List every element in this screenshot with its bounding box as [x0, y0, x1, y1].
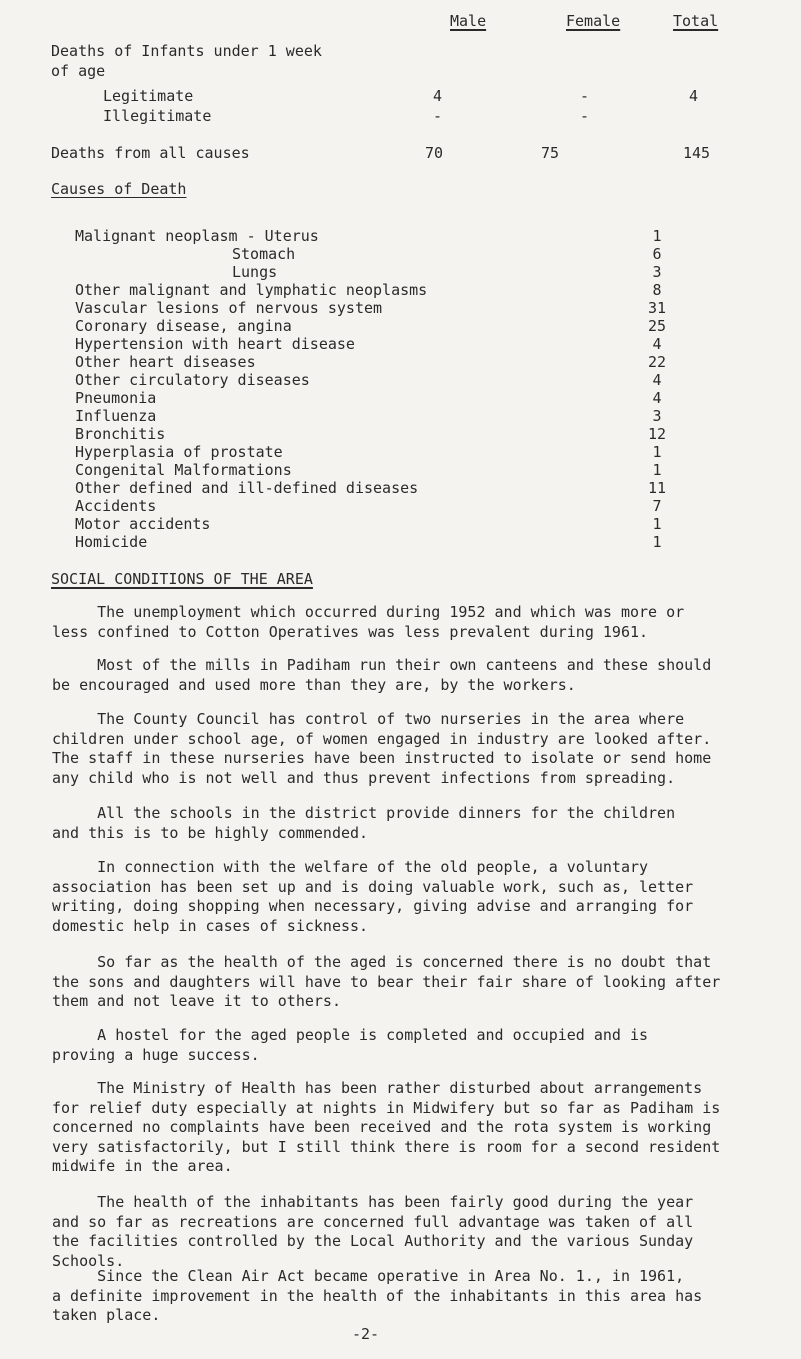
cause-label: Lungs	[232, 263, 278, 281]
illegitimate-male: -	[433, 107, 443, 125]
paragraph-hostel: A hostel for the aged people is completed and occupied and is proving a huge success.	[52, 1026, 649, 1064]
cause-row	[0, 515, 801, 535]
cause-label: Influenza	[75, 407, 157, 425]
cause-row	[0, 245, 801, 265]
cause-count: 1	[652, 461, 662, 479]
cause-label: Homicide	[75, 533, 148, 551]
legitimate-label: Legitimate	[103, 87, 194, 105]
legitimate-female: -	[580, 87, 590, 105]
cause-count: 3	[652, 407, 662, 425]
social-conditions-heading: SOCIAL CONDITIONS OF THE AREA	[51, 570, 313, 588]
cause-row	[0, 371, 801, 391]
cause-label: Hyperplasia of prostate	[75, 443, 283, 461]
header-male: Male	[450, 12, 487, 30]
paragraph-nurseries: The County Council has control of two nurseries in the area where children under school age, of women engaged in industry are looked after. The staff in these nurseries have been instructed to isolate or send home any child who is not well and thus prevent infections from spreading.	[52, 710, 712, 787]
infant-deaths-title: Deaths of Infants under 1 week	[51, 42, 322, 60]
cause-row	[0, 317, 801, 337]
legitimate-total: 4	[689, 87, 699, 105]
paragraph-midwifery: The Ministry of Health has been rather disturbed about arrangements for relief duty especially at nights in Midwifery but so far as Padiham is concerned no complaints have been received and the rota system is working very satisfactorily, but I still think there is room for a second resident midwife in the area.	[52, 1079, 721, 1175]
cause-count: 7	[652, 497, 662, 515]
page-number: -2-	[352, 1325, 380, 1343]
illegitimate-female: -	[580, 107, 590, 125]
all-causes-label: Deaths from all causes	[51, 144, 250, 162]
cause-label: Coronary disease, angina	[75, 317, 292, 335]
cause-row	[0, 461, 801, 481]
cause-row	[0, 299, 801, 319]
cause-row	[0, 443, 801, 463]
cause-label: Other heart diseases	[75, 353, 256, 371]
cause-row	[0, 353, 801, 373]
cause-row	[0, 281, 801, 301]
header-female: Female	[566, 12, 621, 30]
cause-count: 4	[652, 389, 662, 407]
cause-row	[0, 497, 801, 517]
cause-count: 3	[652, 263, 662, 281]
cause-label: Pneumonia	[75, 389, 157, 407]
cause-row	[0, 425, 801, 445]
all-causes-total: 145	[683, 144, 711, 162]
cause-count: 1	[652, 533, 662, 551]
cause-count: 1	[652, 443, 662, 461]
cause-row	[0, 227, 801, 247]
cause-row	[0, 407, 801, 427]
paragraph-unemployment: The unemployment which occurred during 1952 and which was more or less confined to Cotton Operatives was less prevalent during 1961.	[52, 603, 685, 641]
cause-count: 25	[647, 317, 667, 335]
cause-label: Accidents	[75, 497, 157, 515]
cause-row	[0, 389, 801, 409]
all-causes-female: 75	[541, 144, 560, 162]
paragraph-old-people: In connection with the welfare of the old people, a voluntary association has been set up and is doing valuable work, such as, letter writing, doing shopping when necessary, giving advise and arranging for domestic help in cases of sickness.	[52, 858, 694, 935]
legitimate-male: 4	[433, 87, 443, 105]
illegitimate-label: Illegitimate	[103, 107, 212, 125]
cause-count: 4	[652, 371, 662, 389]
cause-count: 12	[647, 425, 667, 443]
cause-label: Bronchitis	[75, 425, 166, 443]
paragraph-health-recreation: The health of the inhabitants has been fairly good during the year and so far as recreations are concerned full advantage was taken of all the facilities controlled by the Local Authority and the various Sunday Schools.	[52, 1193, 694, 1270]
cause-row	[0, 479, 801, 499]
cause-label: Congenital Malformations	[75, 461, 292, 479]
cause-count: 8	[652, 281, 662, 299]
cause-label: Other circulatory diseases	[75, 371, 310, 389]
paragraph-school-dinners: All the schools in the district provide dinners for the children and this is to be highly commended.	[52, 804, 676, 842]
cause-count: 22	[647, 353, 667, 371]
cause-label: Hypertension with heart disease	[75, 335, 355, 353]
cause-label: Motor accidents	[75, 515, 211, 533]
cause-label: Other defined and ill-defined diseases	[75, 479, 419, 497]
paragraph-aged-care: So far as the health of the aged is concerned there is no doubt that the sons and daughters will have to bear their fair share of looking after them and not leave it to others.	[52, 953, 721, 1010]
cause-count: 1	[652, 515, 662, 533]
cause-count: 31	[647, 299, 667, 317]
header-total: Total	[673, 12, 719, 30]
cause-label: Stomach	[232, 245, 296, 263]
cause-count: 4	[652, 335, 662, 353]
paragraph-clean-air: Since the Clean Air Act became operative in Area No. 1., in 1961, a definite improvement in the health of the inhabitants in this area has taken place.	[52, 1267, 703, 1324]
cause-count: 11	[647, 479, 667, 497]
all-causes-male: 70	[425, 144, 444, 162]
infant-deaths-title-cont: of age	[51, 62, 106, 80]
cause-count: 6	[652, 245, 662, 263]
cause-label: Vascular lesions of nervous system	[75, 299, 383, 317]
cause-row	[0, 533, 801, 553]
cause-label: Other malignant and lymphatic neoplasms	[75, 281, 428, 299]
cause-row	[0, 263, 801, 283]
cause-label: Malignant neoplasm - Uterus	[75, 227, 319, 245]
paragraph-canteens: Most of the mills in Padiham run their own canteens and these should be encouraged and used more than they are, by the workers.	[52, 656, 712, 694]
cause-row	[0, 335, 801, 355]
causes-heading: Causes of Death	[51, 180, 187, 198]
cause-count: 1	[652, 227, 662, 245]
